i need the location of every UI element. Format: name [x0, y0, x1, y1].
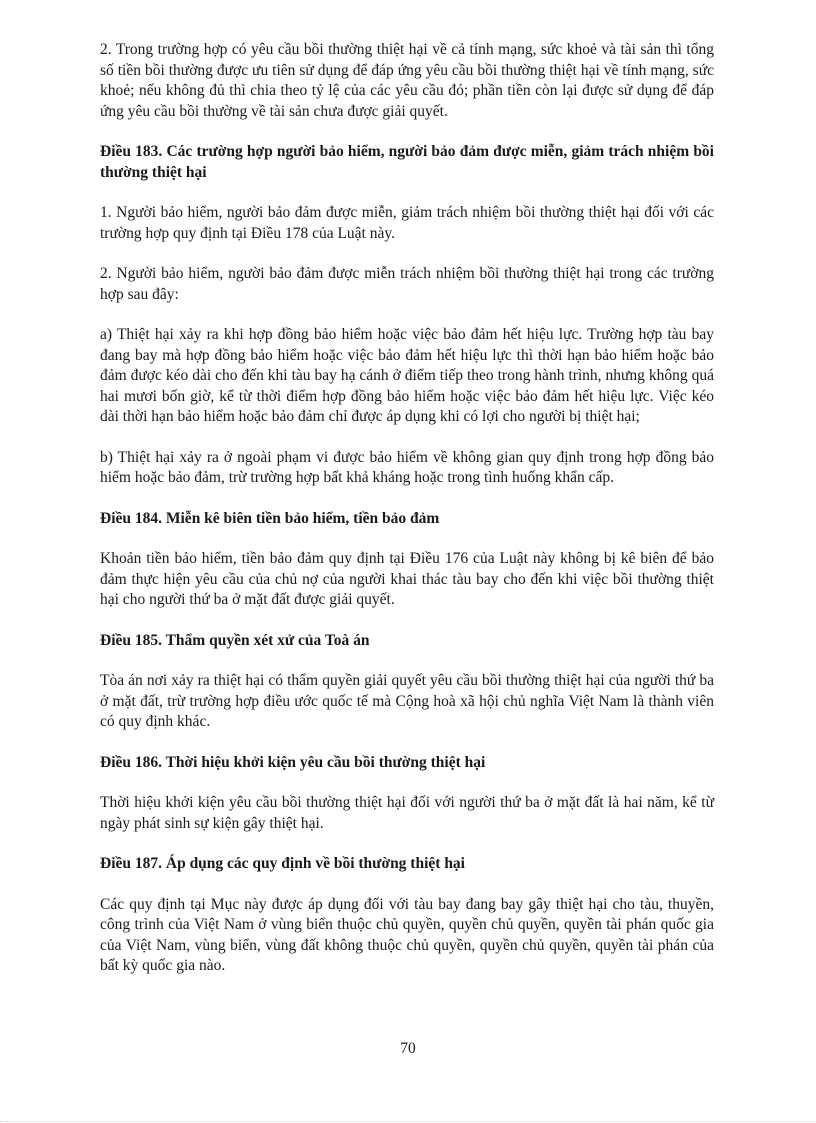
paragraph-article-183-point-b: b) Thiệt hại xảy ra ở ngoài phạm vi được bảo hiểm về không gian quy định trong hợp đồng bảo hiểm hoặc bảo đảm, trừ trường hợp bất khả kháng hoặc trong tình huống khẩn cấp.: [100, 448, 714, 486]
article-187-heading: Điều 187. Áp dụng các quy định về bồi thường thiệt hại: [100, 855, 465, 872]
page-number: 70: [400, 1040, 416, 1057]
document-page: [100, 40, 714, 997]
paragraph-article-183-clause-2: 2. Người bảo hiểm, người bảo đảm được miễn trách nhiệm bồi thường thiệt hại trong các trường hợp sau đây:: [100, 265, 714, 303]
paragraph-article-183-clause-1: 1. Người bảo hiểm, người bảo đảm được miễn, giảm trách nhiệm bồi thường thiệt hại đối với các trường hợp quy định tại Điều 178 của Luật này.: [100, 204, 714, 242]
paragraph-article-187: Các quy định tại Mục này được áp dụng đối với tàu bay đang bay gây thiệt hại cho tàu, thuyền, công trình của Việt Nam ở vùng biển thuộc chủ quyền, quyền chủ quyền, quyền tài phán quốc gia của Việt Nam, vùng biển, vùng đất không thuộc chủ quyền, quyền chủ quyền, quyền tài phán của bất kỳ quốc gia nào.: [100, 895, 714, 974]
paragraph-article-185: Tòa án nơi xảy ra thiệt hại có thẩm quyền giải quyết yêu cầu bồi thường thiệt hại của người thứ ba ở mặt đất, trừ trường hợp điều ước quốc tế mà Cộng hoà xã hội chủ nghĩa Việt Nam là thành viên có quy định khác.: [100, 672, 714, 730]
article-185-heading: Điều 185. Thẩm quyền xét xử của Toà án: [100, 631, 370, 649]
paragraph-article-186: Thời hiệu khởi kiện yêu cầu bồi thường thiệt hại đối với người thứ ba ở mặt đất là hai năm, kể từ ngày phát sinh sự kiện gây thiệt hại.: [100, 794, 714, 832]
paragraph-article-182-clause-2: 2. Trong trường hợp có yêu cầu bồi thường thiệt hại về cả tính mạng, sức khoẻ và tài sản thì tổng số tiền bồi thường được ưu tiên sử dụng để đáp ứng yêu cầu bồi thường thiệt hại về tính mạng, sức khoẻ; nếu không đủ thì chia theo tỷ lệ của các yêu cầu đó; phần tiền còn lại được sử dụng để đáp ứng yêu cầu bồi thường về tài sản chưa được giải quyết.: [100, 41, 714, 120]
article-184-heading: Điều 184. Miễn kê biên tiền bảo hiểm, tiền bảo đảm: [100, 509, 440, 527]
page-bottom-divider: [0, 1121, 816, 1122]
article-186-heading: Điều 186. Thời hiệu khởi kiện yêu cầu bồi thường thiệt hại: [100, 753, 486, 771]
paragraph-article-184: Khoản tiền bảo hiểm, tiền bảo đảm quy định tại Điều 176 của Luật này không bị kê biên để bảo đảm thực hiện yêu cầu của chủ nợ của người khai thác tàu bay cho đến khi việc bồi thường thiệt hại cho người thứ ba ở mặt đất được giải quyết.: [100, 550, 714, 608]
article-183-heading: Điều 183. Các trường hợp người bảo hiểm, người bảo đảm được miễn, giảm trách nhiệm bồi thường thiệt hại: [100, 143, 714, 181]
paragraph-article-183-point-a: a) Thiệt hại xảy ra khi hợp đồng bảo hiểm hoặc việc bảo đảm hết hiệu lực. Trường hợp tàu bay đang bay mà hợp đồng bảo hiểm hoặc việc bảo đảm hết hiệu lực thì thời hạn bảo hiểm hoặc bảo đảm được kéo dài cho đến khi tàu bay hạ cánh ở điểm tiếp theo trong hành trình, nhưng không quá hai mươi bốn giờ, kể từ thời điểm hợp đồng bảo hiểm hoặc việc bảo đảm hết hiệu lực. Việc kéo dài thời hạn bảo hiểm hoặc bảo đảm chỉ được áp dụng khi có lợi cho người bị thiệt hại;: [100, 326, 714, 425]
